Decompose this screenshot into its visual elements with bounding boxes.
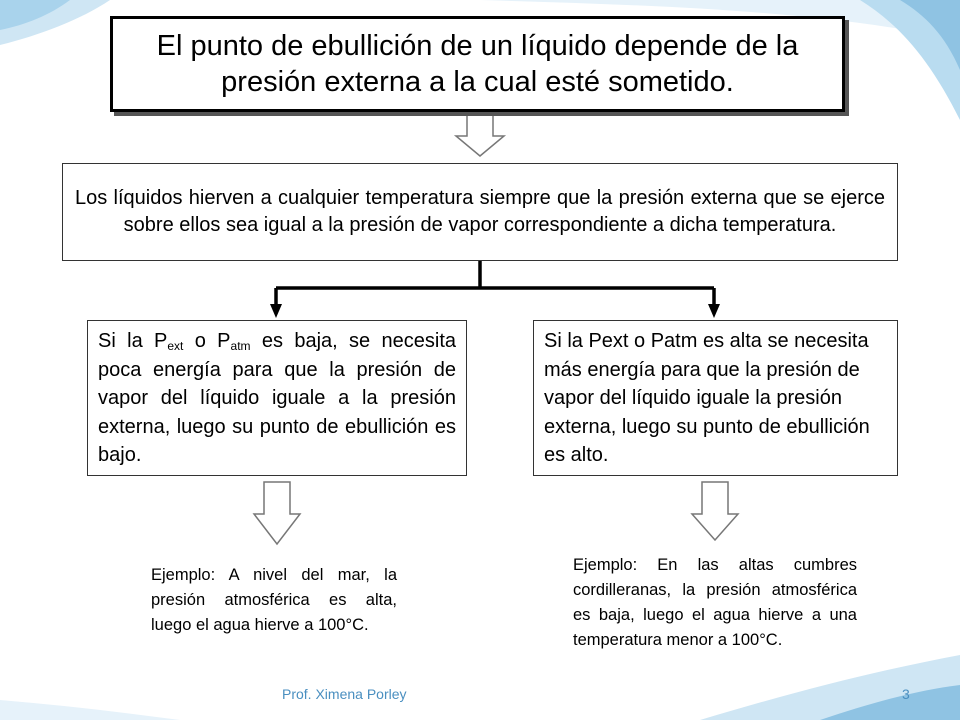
premise-box [62, 163, 898, 261]
example-low-text: Ejemplo: A nivel del mar, la presión atmosférica es alta, luego el agua hierve a 100°C. [151, 566, 397, 634]
down-arrow-icon [456, 113, 504, 156]
high-pressure-box [533, 320, 898, 476]
arrowhead-left-icon [270, 304, 282, 318]
low-pressure-box [87, 320, 467, 476]
example-high-text: Ejemplo: En las altas cumbres cordilleranas, la presión atmosférica es baja, luego el agua hierve a una temperatura menor a 100°C. [573, 556, 857, 649]
low-pressure-text: Si la $P_{ext}$ o $P_{atm}$ es baja, se necesita poca energía para que la presión de vapor del líquido iguale a la presión externa, luego su punto de ebullición es bajo. [98, 330, 456, 466]
arrowhead-right-icon [708, 304, 720, 318]
slide-title: El punto de ebullición de un líquido depende de la presión externa a la cual esté sometido. [156, 30, 799, 98]
down-arrow-left-icon [254, 482, 300, 544]
footer-author: Prof. Ximena Porley [282, 686, 407, 702]
title-box [110, 16, 845, 112]
high-pressure-text: Si la Pext o Patm es alta se necesita más energía para que la presión de vapor del líquido iguale la presión externa, luego su punto de ebullición es alto. [544, 330, 870, 466]
page-number: 3 [902, 686, 910, 702]
premise-text: Los líquidos hierven a cualquier temperatura siempre que la presión externa que se ejerce sobre ellos sea igual a la presión de vapor correspondiente a dicha temperatura. [75, 187, 885, 236]
down-arrow-right-icon [692, 482, 738, 540]
